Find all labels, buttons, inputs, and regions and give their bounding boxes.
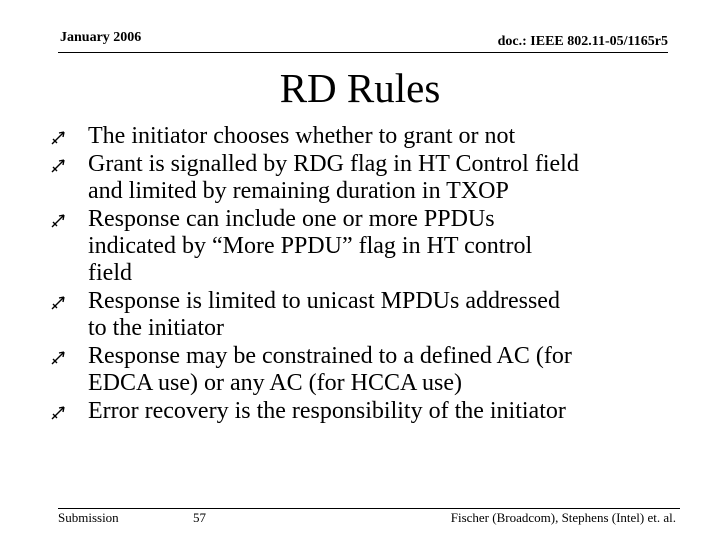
header-doc-ref: doc.: IEEE 802.11-05/1165r5 [497,34,668,49]
bullet-text: The initiator chooses whether to grant or not [88,123,516,149]
bullet-item [50,288,690,342]
bullet-item [50,343,690,397]
z-arrow-bullet-icon [50,405,66,421]
bullet-text: Response is limited to unicast MPDUs addressed to the initiator [88,288,560,341]
footer-divider [58,508,680,509]
z-arrow-bullet-icon [50,350,66,366]
z-arrow-bullet-icon [50,295,66,311]
header-date: January 2006 [60,30,142,45]
footer-submission: Submission [58,510,119,525]
z-arrow-bullet-icon [50,213,66,229]
bullet-text: Response can include one or more PPDUs indicated by “More PPDU” flag in HT control field [88,206,533,286]
bullet-item [50,123,690,150]
footer-authors: Fischer (Broadcom), Stephens (Intel) et. al. [450,510,676,525]
header-divider [58,52,668,53]
bullet-text: Error recovery is the responsibility of the initiator [88,398,566,424]
bullet-text: Response may be constrained to a defined AC (for EDCA use) or any AC (for HCCA use) [88,343,572,396]
bullet-item [50,398,690,425]
slide-title: RD Rules [279,65,441,111]
page-number: 57 [193,510,206,525]
bullet-text: Grant is signalled by RDG flag in HT Control field and limited by remaining duration in TXOP [88,151,579,204]
bullet-item [50,206,690,287]
z-arrow-bullet-icon [50,130,66,146]
z-arrow-bullet-icon [50,158,66,174]
bullet-item [50,151,690,205]
bullet-list [50,123,690,426]
